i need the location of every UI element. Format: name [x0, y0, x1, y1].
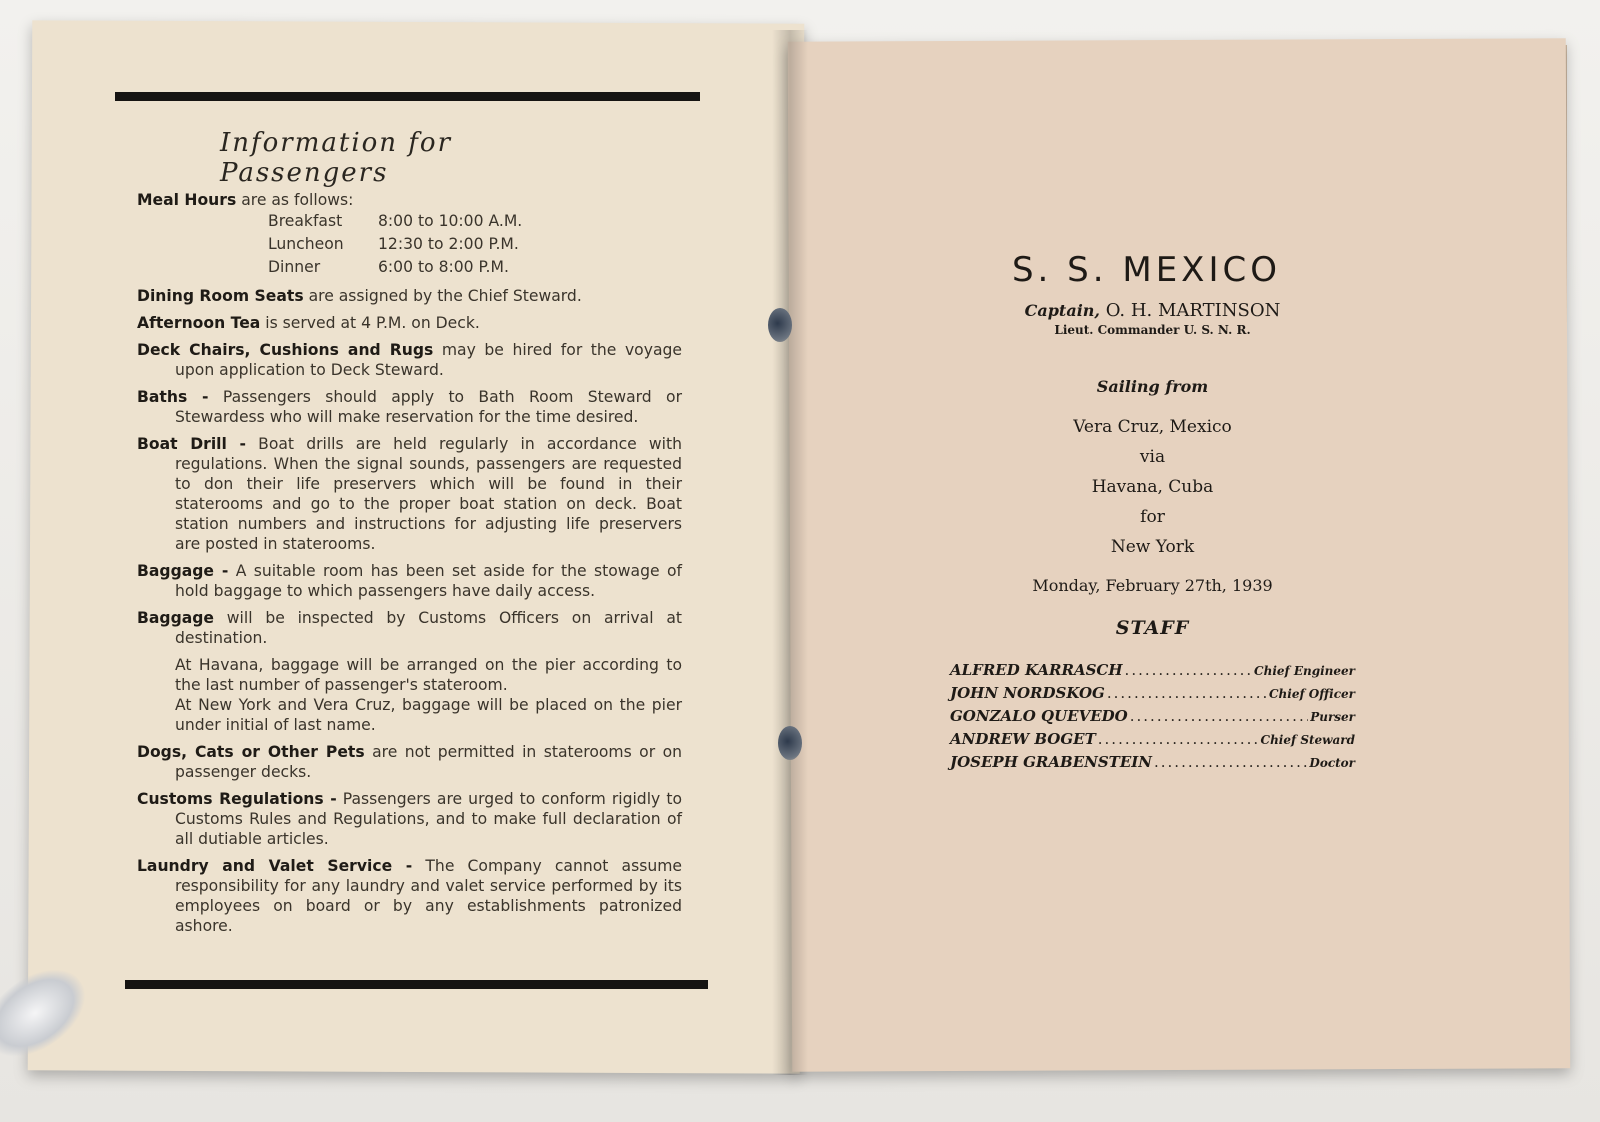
item-text: The Company cannot assume responsibility for any laundry and valet service performed by its employees on board or by any establishments patronized ashore. [175, 857, 682, 935]
route [950, 412, 1355, 562]
info-item [137, 561, 682, 601]
item-text: is served at 4 P.M. on Deck. [260, 314, 480, 332]
staff-heading: STAFF [1115, 617, 1190, 639]
leader-dots [1130, 707, 1308, 725]
staff-title: Purser [1310, 710, 1355, 724]
item-label: Deck Chairs, Cushions and Rugs [137, 341, 434, 359]
sailing-from: Sailing from [1096, 377, 1209, 396]
meal-row [268, 210, 682, 233]
item-label: Baggage - [137, 562, 229, 580]
item-label: Laundry and Valet Service - [137, 857, 413, 875]
staff-name: GONZALO QUEVEDO [950, 707, 1128, 725]
staple-top [768, 308, 792, 342]
meal-time: 8:00 to 10:00 A.M. [378, 212, 523, 230]
route-line: Havana, Cuba [1091, 477, 1214, 497]
leader-dots [1098, 730, 1259, 748]
item-label: Baths - [137, 388, 209, 406]
staff-row [950, 684, 1355, 707]
info-item [137, 286, 682, 306]
item-text: Passengers should apply to Bath Room Steward or Stewardess who will make reservation for the time desired. [175, 388, 682, 426]
item-label: Customs Regulations - [137, 790, 337, 808]
captain-rank: Lieut. Commander U. S. N. R. [1054, 323, 1251, 337]
book-gutter [772, 30, 808, 1075]
baggage-sub-para: At New York and Vera Cruz, baggage will be placed on the pier under initial of last name. [175, 696, 682, 734]
top-rule [115, 92, 700, 101]
info-title: Information for Passengers [220, 128, 453, 188]
meal-name: Luncheon [268, 235, 344, 253]
item-label: Dining Room Seats [137, 287, 304, 305]
info-item [137, 387, 682, 427]
staff-name: ANDREW BOGET [950, 730, 1096, 748]
route-line: via [1139, 447, 1166, 467]
route-line: for [1140, 507, 1165, 527]
bottom-rule [125, 980, 708, 989]
item-text: Passengers are urged to conform rigidly to Customs Rules and Regulations, and to make full declaration of all dutiable articles. [175, 790, 683, 848]
item-text: Boat drills are held regularly in accordance with regulations. When the signal sounds, passengers are requested to don their life preservers which will be found in their staterooms and go to the proper boat station on deck. Boat station numbers and instructions for adjusting life preservers are posted in staterooms. [175, 435, 682, 553]
info-item [137, 608, 682, 648]
staff-title: Chief Officer [1268, 687, 1355, 701]
sailing-date: Monday, February 27th, 1939 [1032, 576, 1273, 595]
staff-row [950, 707, 1355, 730]
leader-dots [1107, 684, 1267, 702]
info-item [137, 856, 682, 936]
ship-name: S. S. MEXICO [1011, 250, 1282, 290]
meal-time: 6:00 to 8:00 P.M. [378, 258, 509, 276]
captain-name: O. H. MARTINSON [1105, 300, 1281, 321]
meal-row [268, 256, 682, 279]
item-label: Baggage [137, 609, 214, 627]
staff-name: JOSEPH GRABENSTEIN [950, 753, 1152, 771]
item-text: are not permitted in staterooms or on passenger decks. [175, 743, 682, 781]
staff-title: Chief Steward [1260, 733, 1355, 747]
meal-name: Breakfast [268, 212, 343, 230]
staff-list [950, 661, 1355, 776]
info-item [137, 313, 682, 333]
info-body [137, 190, 682, 943]
meal-hours-label: Meal Hours [137, 191, 237, 209]
item-label: Boat Drill - [137, 435, 246, 453]
staff-row [950, 730, 1355, 753]
item-label: Dogs, Cats or Other Pets [137, 743, 365, 761]
meal-hours [137, 190, 682, 279]
info-item [137, 789, 682, 849]
captain-line [950, 300, 1355, 321]
staff-name: ALFRED KARRASCH [950, 661, 1123, 679]
route-line: Vera Cruz, Mexico [1073, 417, 1232, 437]
staff-title: Chief Engineer [1254, 664, 1355, 678]
meal-name: Dinner [268, 258, 321, 276]
route-line: New York [1110, 537, 1195, 557]
captain-prefix: Captain, [1024, 301, 1100, 320]
staff-row [950, 661, 1355, 684]
staff-title: Doctor [1309, 756, 1355, 770]
info-item [137, 434, 682, 554]
staple-bottom [778, 726, 802, 760]
meal-time: 12:30 to 2:00 P.M. [378, 235, 519, 253]
info-item [137, 340, 682, 380]
leader-dots [1125, 661, 1253, 679]
staff-row [950, 753, 1355, 776]
meal-row [268, 233, 682, 256]
item-text: will be inspected by Customs Officers on arrival at destination. [175, 609, 682, 647]
baggage-sub-para: At Havana, baggage will be arranged on the pier according to the last number of passenger's stateroom. [175, 656, 682, 694]
item-text: A suitable room has been set aside for the stowage of hold baggage to which passengers have daily access. [175, 562, 682, 600]
title-page [950, 250, 1355, 776]
meal-hours-intro: are as follows: [241, 191, 354, 209]
item-text: may be hired for the voyage upon application to Deck Steward. [175, 341, 682, 379]
item-label: Afternoon Tea [137, 314, 261, 332]
leader-dots [1154, 753, 1307, 771]
staff-name: JOHN NORDSKOG [950, 684, 1105, 702]
info-item [137, 742, 682, 782]
item-text: are assigned by the Chief Steward. [303, 287, 582, 305]
